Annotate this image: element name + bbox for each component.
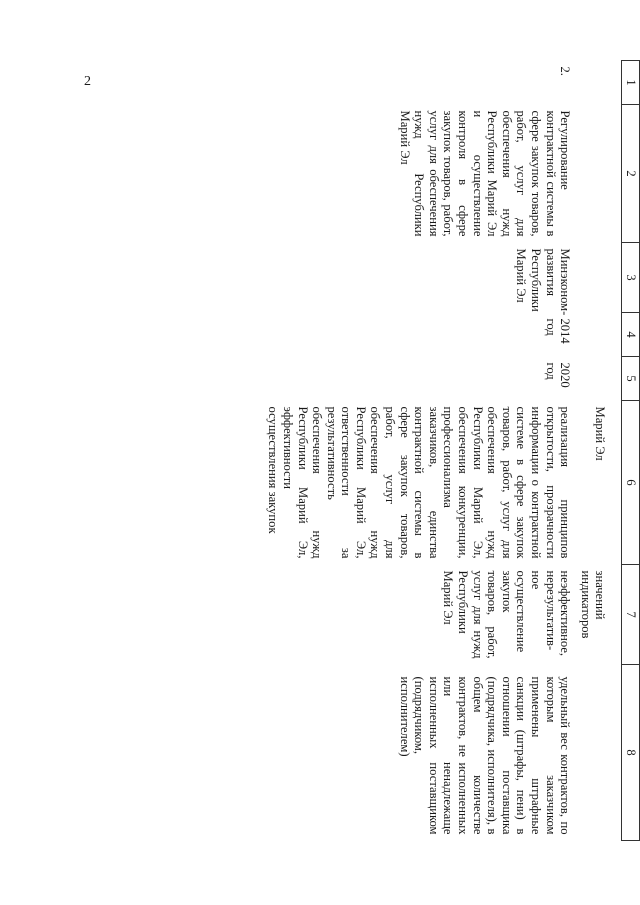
measure-name: Регулирование контрактной системы в сфере закупок товаров, работ, услуг для обеспечения нужд Республики Марий Эл и осуществление контроля в сфере закупок товаров, работ, услуг для обеспечения нужд Республики Марий Эл [397, 110, 573, 237]
program-measures-table [263, 60, 640, 841]
expected-result: реализация принципов открытости, прозрачности информации о контрактной системе в сфере закупок товаров, работ, услуг для обеспечения нужд Республики Марий Эл, обеспечения конкуренции, профессионализма заказчиков, единства контрактной системы в сфере закупок товаров, работ, услуг для обеспечения нужд Республики Марий Эл, ответственности за результативность обеспечения нужд Республики Марий Эл, эффективности осуществления закупок [266, 406, 573, 559]
continuation-col6: Марий Эл [593, 406, 608, 461]
table-row [263, 61, 575, 841]
column-number-row [622, 61, 640, 841]
page-number: 2 [84, 74, 91, 89]
col-header-1: 1 [622, 61, 640, 105]
indicator-link: удельный вес контрактов, по которым заказчиком применены штрафные санкции (штрафы, пени) в отношении поставщика (подрядчика, исполнителя), в общем количестве контрактов, не исполненных или ненадлежаще исполненных поставщиком (подрядчиком, исполнителем) [397, 676, 573, 835]
col-header-5: 5 [622, 357, 640, 401]
executor: Минэконом-развития Республики Марий Эл [514, 248, 573, 316]
col-header-6: 6 [622, 401, 640, 565]
continuation-row [575, 61, 622, 841]
row-number: 2. [558, 66, 573, 76]
col-header-7: 7 [622, 565, 640, 665]
rotated-table-page [160, 60, 640, 840]
continuation-col7: значений индикаторов [578, 570, 608, 639]
non-implementation-consequences: неэффективное, нерезультатив-ное осуществление закупок товаров, работ, услуг для нужд Республики Марий Эл [441, 570, 573, 659]
col-header-2: 2 [622, 105, 640, 243]
col-header-4: 4 [622, 313, 640, 357]
start-year: 2014 год [543, 318, 573, 344]
col-header-3: 3 [622, 243, 640, 313]
end-year: 2020 год [543, 362, 573, 388]
col-header-8: 8 [622, 665, 640, 841]
